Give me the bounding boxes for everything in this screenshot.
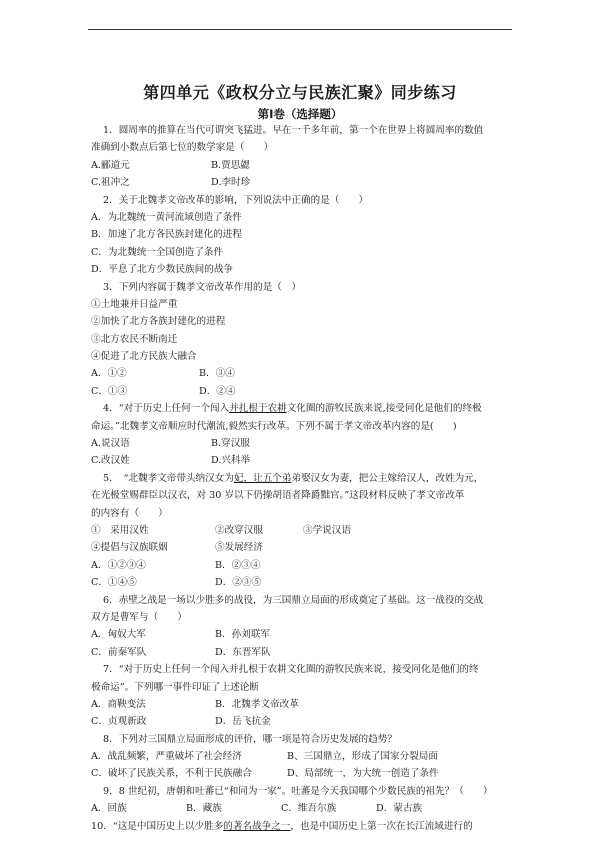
option-a: A.郦道元 — [91, 159, 130, 171]
option-b: B．②③④ — [215, 559, 261, 571]
option-b: B.穿汉服 — [211, 438, 250, 450]
question-stem: 双方是曹军与（ ） — [91, 611, 187, 623]
question-stem: 3．下列内容属于魏孝文帝改革作用的是（ ） — [103, 281, 301, 293]
option-a: A．①②③④ — [91, 559, 146, 571]
option-b: B．孙刘联军 — [215, 629, 271, 641]
option-a: A．商鞅变法 — [91, 698, 146, 710]
underlined-text: 并扎根于农耕 — [229, 403, 287, 415]
statement-item: ②改穿汉服 — [215, 524, 263, 536]
question-list — [91, 122, 523, 835]
statement-row — [91, 539, 523, 556]
option-b: B.贾思勰 — [211, 159, 250, 171]
question-stem: 2．关于北魏孝文帝改革的影响，下列说法中正确的是（ ） — [103, 194, 369, 206]
statement-item: ③学说汉语 — [303, 524, 351, 536]
option-row — [91, 696, 523, 713]
question-9 — [91, 783, 523, 818]
question-6 — [91, 592, 523, 662]
option-row — [91, 626, 523, 643]
option-row — [91, 365, 523, 382]
statement-row — [91, 522, 523, 539]
question-8 — [91, 731, 523, 783]
question-stem: 命运。”北魏孝文帝顺应时代潮流,毅然实行改革。下列不属于孝文帝改革内容的是( ) — [91, 420, 457, 432]
option-b: B．③④ — [199, 368, 235, 380]
option-d: D．岳飞抗金 — [215, 716, 271, 728]
question-1 — [91, 122, 523, 192]
option-b: B．北魏孝文帝改革 — [215, 698, 299, 710]
option-row — [91, 435, 523, 452]
section-title: 第I卷（选择题） — [257, 107, 343, 121]
option-d: D．平息了北方少数民族间的战争 — [91, 264, 234, 276]
underlined-text: 妃，让五个弟 — [233, 472, 292, 484]
option-row — [91, 644, 523, 661]
option-row — [91, 765, 523, 782]
question-5 — [91, 470, 523, 592]
option-row — [91, 174, 523, 191]
statement-item: ① 采用汉姓 — [91, 524, 149, 536]
option-d: D．蒙古族 — [376, 803, 423, 815]
option-row — [91, 800, 523, 817]
statement-item: ⑤发展经济 — [215, 542, 263, 554]
option-row — [91, 452, 523, 469]
question-stem: 9．8 世纪初，唐朝和吐蕃已“和同为一家”。吐蕃是今天我国哪个少数民族的祖先？（ ） — [103, 785, 493, 797]
page-title: 第四单元《政权分立与民族汇聚》同步练习 — [143, 83, 457, 102]
option-c: C.祖冲之 — [91, 177, 130, 189]
question-stem: 在光极堂赐群臣以汉衣，对 30 岁以下仍操胡语者降爵黜官。”这段材料反映了孝文帝改革 — [91, 490, 465, 502]
question-stem: 准确到小数点后第七位的数学家是（ ） — [91, 142, 274, 154]
option-c: C．破坏了民族关系，不利于民族融合 — [91, 768, 252, 780]
question-stem: 7．“对于历史上任何一个闯入并扎根于农耕文化圈的游牧民族来说，接受同化是他们的终 — [103, 664, 479, 676]
option-d: D．②④ — [199, 385, 236, 397]
question-stem: 极命运”。下列哪一事件印证了上述论断 — [91, 681, 259, 693]
statement-item: ④提倡与汉族联姻 — [91, 542, 168, 554]
statement-item: ④促进了北方民族大融合 — [91, 351, 197, 363]
question-stem: 4．“对于历史上任何一个闯入并扎根于农耕文化圈的游牧民族来说,接受同化是他们的终极 — [103, 403, 482, 415]
option-b: B、三国鼎立，形成了国家分裂局面 — [287, 751, 438, 763]
question-stem: 8．下列对三国鼎立局面形成的评价，哪一项是符合历史发展的趋势？ — [103, 733, 397, 745]
option-a: A．战乱频繁，严重破坏了社会经济 — [91, 751, 242, 763]
question-stem: 1．圆周率的推算在当代可谓突飞猛进。早在一千多年前，第一个在世界上将圆周率的数值 — [103, 125, 484, 136]
option-a: A．匈奴大军 — [91, 629, 146, 641]
option-c: C.改汉姓 — [91, 455, 130, 467]
option-c: C．①④⑤ — [91, 577, 137, 589]
question-7 — [91, 661, 523, 731]
option-row — [91, 748, 523, 765]
option-c: C．维吾尔族 — [281, 803, 337, 815]
question-stem: 的内容有（ ） — [91, 507, 168, 519]
option-row — [91, 157, 523, 174]
option-a: A.说汉语 — [91, 438, 130, 450]
option-d: D、局部统一，为大统一创造了条件 — [287, 768, 439, 780]
option-d: D．东晋军队 — [215, 646, 271, 658]
underlined-text: 的著名战争之一 — [223, 820, 291, 832]
option-d: D．②③⑤ — [215, 577, 262, 589]
option-b: B．藏族 — [186, 803, 222, 815]
question-4 — [91, 400, 523, 470]
option-c: C．贞观新政 — [91, 716, 147, 728]
question-stem: 10．“这是中国历史上以少胜多的著名战争之一，也是中国历史上第一次在长江流域进行的 — [91, 820, 473, 832]
option-d: D.兴科举 — [211, 455, 251, 467]
option-d: D.李时珍 — [211, 177, 251, 189]
option-row — [91, 713, 523, 730]
option-c: C．为北魏统一全国创造了条件 — [91, 246, 224, 258]
option-row — [91, 574, 523, 591]
option-a: A．①② — [91, 368, 127, 380]
header-rule — [88, 29, 512, 30]
question-3 — [91, 279, 523, 401]
option-a: A．为北魏统一黄河流域创造了条件 — [91, 211, 242, 223]
statement-item: ①土地兼并日益严重 — [91, 298, 178, 310]
question-stem: 5． “北魏孝文帝带头纳汉女为妃，让五个弟弟娶汉女为妻，把公主嫁给汉人，改姓为元， — [103, 472, 484, 484]
option-c: C．①③ — [91, 385, 128, 397]
option-b: B．加速了北方各民族封建化的进程 — [91, 229, 242, 241]
option-a: A．回族 — [91, 803, 127, 815]
statement-item: ②加快了北方各族封建化的进程 — [91, 316, 226, 328]
question-10 — [91, 818, 523, 835]
statement-item: ③北方农民不断南迁 — [91, 333, 178, 345]
option-row — [91, 383, 523, 400]
option-row — [91, 557, 523, 574]
question-2 — [91, 192, 523, 279]
question-stem: 6．赤壁之战是一场以少胜多的战役，为三国鼎立局面的形成奠定了基础。这一战役的交战 — [103, 594, 484, 606]
option-c: C．前秦军队 — [91, 646, 147, 658]
